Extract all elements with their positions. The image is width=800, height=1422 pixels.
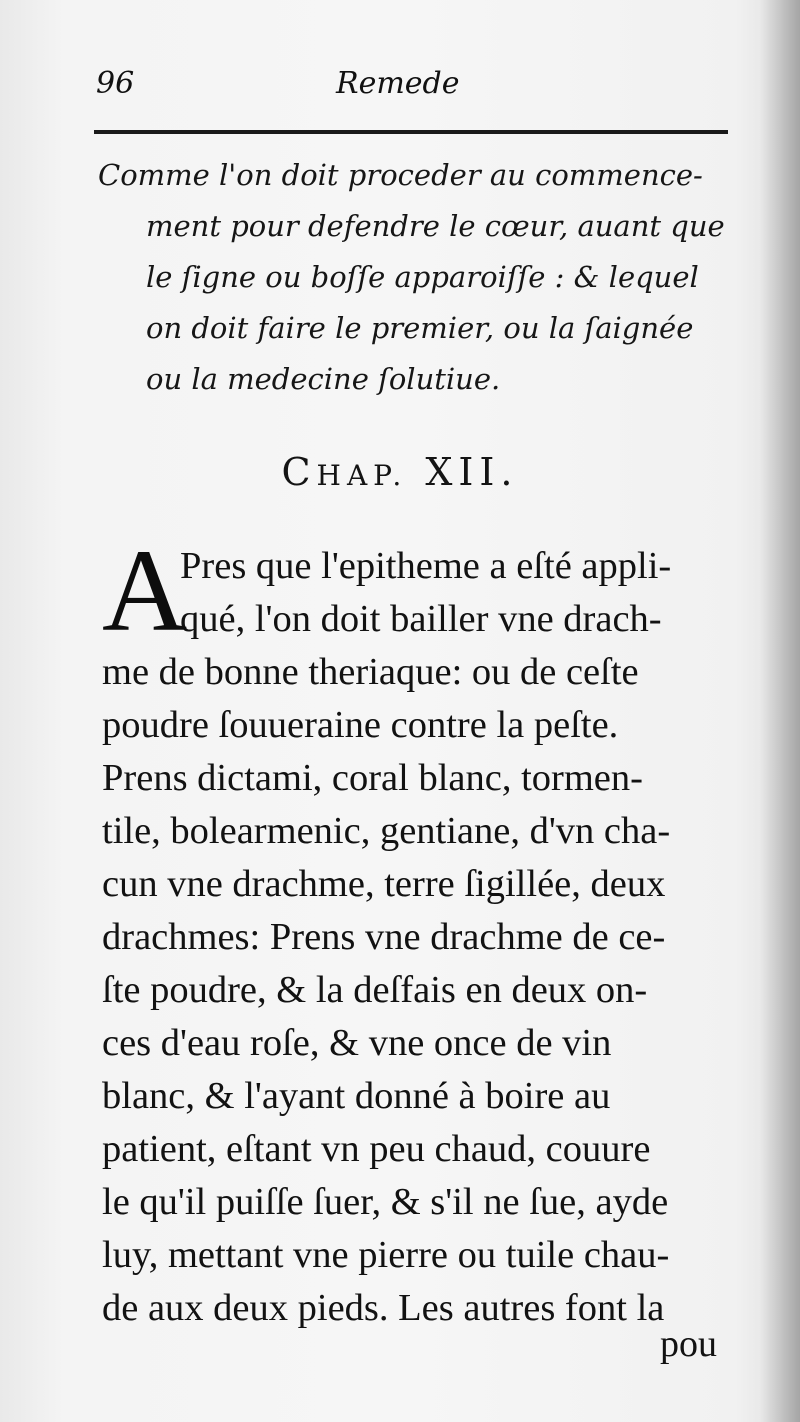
body-line: poudre ſouueraine contre la peſte. [102, 704, 619, 746]
chapter-summary [98, 150, 738, 405]
summary-line: le ſigne ou boſſe apparoiſſe : & lequel [146, 260, 699, 294]
body-line: me de bonne theriaque: ou de ceſte [102, 651, 639, 693]
summary-line: on doit faire le premier, ou la ſaignée [146, 311, 694, 345]
body-line: cun vne drachme, terre ſigillée, deux [102, 863, 666, 905]
body-line: drachmes: Prens vne drachme de ce- [102, 916, 666, 958]
body-line: tile, bolearmenic, gentiane, d'vn cha- [102, 810, 671, 852]
chapter-heading [0, 450, 800, 494]
header-rule [94, 130, 728, 134]
body-line: blanc, & l'ayant donné à boire au [102, 1075, 611, 1117]
body-line: Prens dictami, coral blanc, tormen- [102, 757, 643, 799]
running-head: Remede [336, 66, 460, 101]
body-line: le qu'il puiſſe ſuer, & s'il ne ſue, ayde [102, 1181, 669, 1223]
chapter-numeral: XII. [425, 450, 519, 494]
page-header [96, 62, 732, 106]
summary-line: ment pour defendre le cœur, auant que [146, 209, 725, 243]
chapter-prefix-initial: C [281, 450, 317, 494]
body-text [102, 525, 742, 1335]
catchword: pou [660, 1323, 717, 1365]
summary-line: ou la medecine ſolutiue. [146, 362, 501, 396]
body-line: luy, mettant vne pierre ou tuile chau- [102, 1234, 670, 1276]
body-line: qué, l'on doit bailler vne drach- [180, 598, 662, 640]
drop-cap: A [102, 525, 188, 656]
body-line: ces d'eau roſe, & vne once de vin [102, 1022, 612, 1064]
body-line: patient, eſtant vn peu chaud, couure [102, 1128, 651, 1170]
body-line: de aux deux pieds. Les autres font la [102, 1287, 665, 1329]
body-line: Pres que l'epitheme a eſté appli- [180, 545, 672, 587]
page-number: 96 [96, 66, 135, 101]
chapter-prefix-rest: HAP. [316, 459, 408, 492]
body-line: ſte poudre, & la deſfais en deux on- [102, 969, 648, 1011]
summary-line: Comme l'on doit proceder au commence- [98, 158, 703, 192]
